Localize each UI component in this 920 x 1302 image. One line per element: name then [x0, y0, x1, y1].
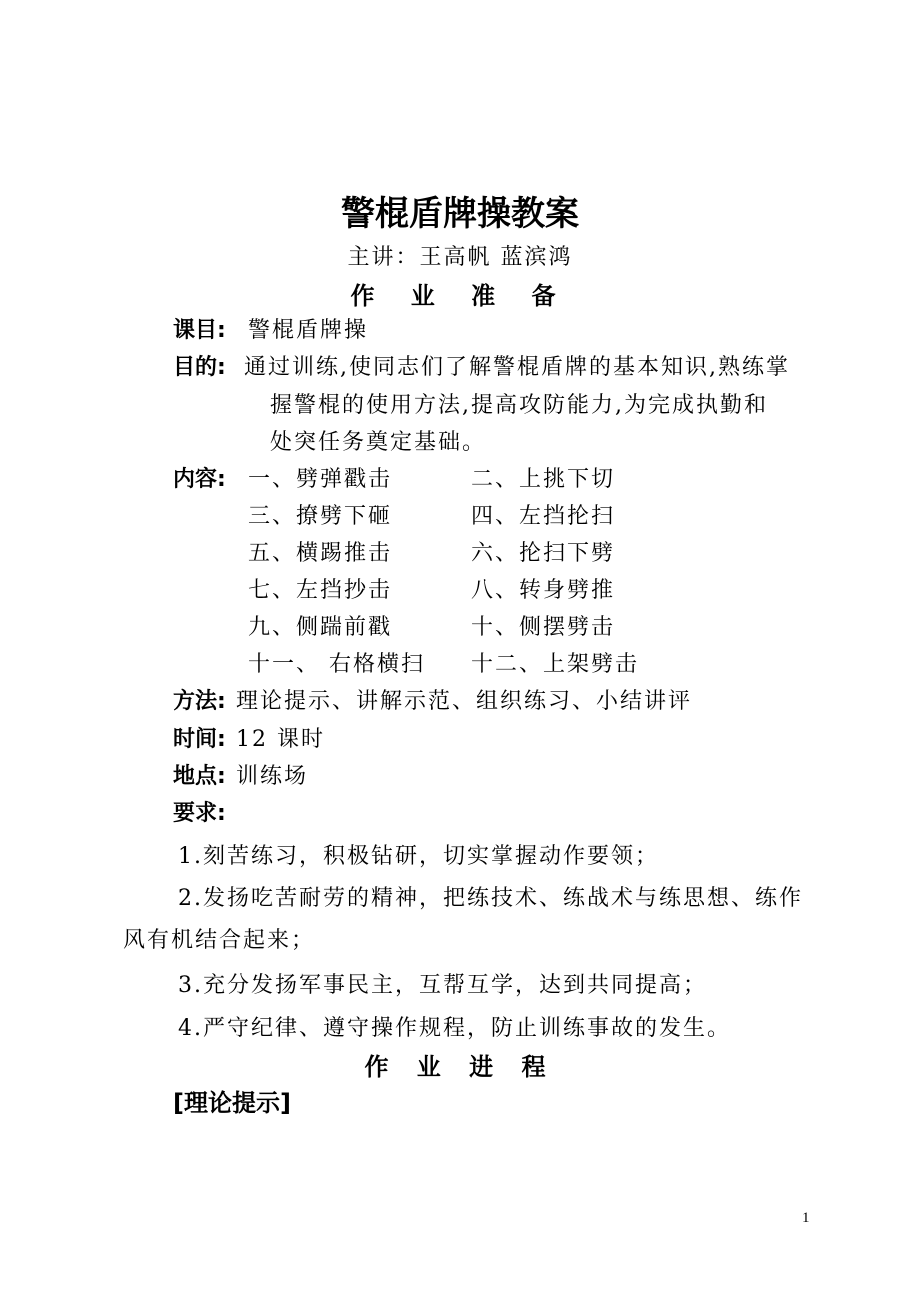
section-heading-progress: 作 业 进 程 [364, 1052, 556, 1081]
purpose-line: 握警棍的使用方法,提高攻防能力,为完成执勤和 [270, 393, 768, 418]
theory-heading [173, 1091, 291, 1115]
requirement-item: 3.充分发扬军事民主，互帮互学，达到共同提高； [178, 973, 707, 998]
content-item: 六、抡扫下劈 [471, 541, 616, 566]
theory-heading-text: [理论提示] [173, 1089, 291, 1117]
course-label: 课目: [173, 318, 226, 343]
content-item: 二、上挑下切 [471, 467, 616, 492]
content-item: 四、左挡抡扫 [471, 504, 616, 529]
section-heading-preparation: 作 业 准 备 [350, 281, 570, 310]
place-value: 训练场 [236, 764, 309, 789]
purpose-line: 通过训练,使同志们了解警棍盾牌的基本知识,熟练掌 [244, 355, 790, 380]
requirement-item: 1.刻苦练习，积极钻研，切实掌握动作要领； [178, 844, 659, 869]
purpose-line: 处突任务奠定基础。 [270, 430, 487, 455]
requirement-item-continued: 风有机结合起来； [123, 928, 316, 953]
requirements-label: 要求: [173, 801, 226, 826]
content-item: 七、左挡抄击 [248, 578, 393, 603]
content-item: 五、横踢推击 [248, 541, 393, 566]
time-label: 时间: [173, 727, 226, 752]
requirement-item: 2.发扬吃苦耐劳的精神，把练技术、练战术与练思想、练作 [178, 886, 803, 911]
content-label: 内容: [173, 467, 226, 492]
content-item: 十二、上架劈击 [471, 652, 640, 677]
document-title: 警棍盾牌操教案 [341, 194, 579, 234]
purpose-label: 目的: [173, 355, 226, 380]
method-value: 理论提示、讲解示范、组织练习、小结讲评 [236, 689, 693, 714]
content-item: 一、劈弹戳击 [248, 467, 393, 492]
lecturers: 主讲：王高帆 蓝滨鸿 [347, 245, 573, 270]
content-item: 九、侧踹前戳 [248, 615, 393, 640]
content-item: 三、撩劈下砸 [248, 504, 393, 529]
time-value: 12 课时 [236, 727, 325, 752]
page-number: 1 [802, 1210, 810, 1226]
content-item: 十、侧摆劈击 [471, 615, 616, 640]
content-item: 十一、 右格横扫 [248, 652, 425, 677]
requirement-item: 4.严守纪律、遵守操作规程，防止训练事故的发生。 [178, 1016, 731, 1041]
content-item: 八、转身劈推 [471, 578, 616, 603]
method-label: 方法: [173, 689, 226, 714]
place-label: 地点: [173, 764, 226, 789]
course-value: 警棍盾牌操 [248, 318, 369, 343]
